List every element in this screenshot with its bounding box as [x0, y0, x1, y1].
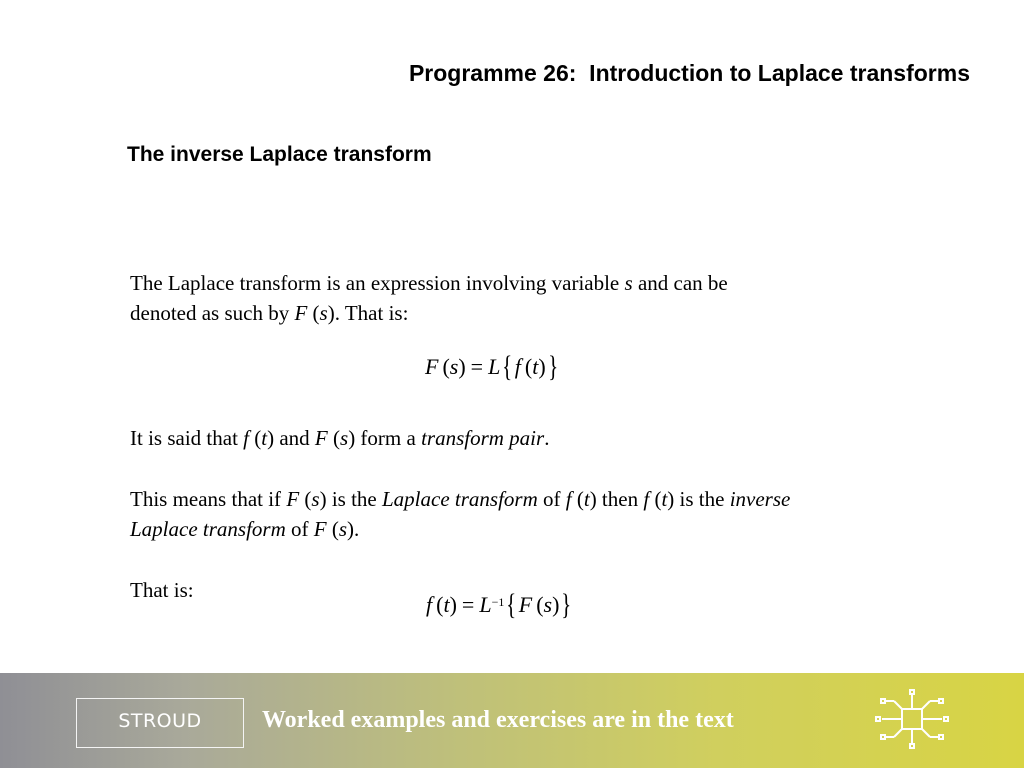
eq-symbol: F — [518, 592, 533, 617]
paragraph-definition — [130, 268, 950, 328]
eq-symbol: = — [470, 354, 484, 379]
math-var: f — [243, 426, 249, 450]
text-run: ( — [571, 487, 584, 511]
text-run: ( — [299, 487, 312, 511]
text-run: ( — [327, 426, 340, 450]
eq-symbol: t — [443, 592, 450, 617]
math-var: f — [565, 487, 572, 511]
section-title: The inverse Laplace transform — [127, 143, 432, 166]
math-var: t — [261, 426, 268, 450]
eq-symbol: ) — [552, 592, 560, 617]
network-node — [939, 699, 943, 703]
math-var: F — [294, 301, 308, 325]
footer-bar — [0, 673, 1024, 768]
text-run: ) form a — [348, 426, 422, 450]
paragraph-transform-pair — [130, 423, 950, 453]
eq-symbol: s — [543, 592, 553, 617]
text-run: The Laplace transform is an expression involving variable — [130, 271, 625, 295]
network-node — [881, 699, 885, 703]
footer-caption: Worked examples and exercises are in the text — [262, 707, 734, 733]
stroud-brand-label: STROUD — [118, 710, 202, 732]
math-var: s — [319, 301, 328, 325]
text-run: This means that if — [130, 487, 287, 511]
equation-inverse-laplace — [426, 590, 574, 620]
network-node — [910, 690, 914, 694]
text-run: ) is the — [319, 487, 382, 511]
math-var: s — [311, 487, 320, 511]
eq-symbol: ) — [458, 354, 466, 379]
network-node — [910, 744, 914, 748]
text-run: . — [544, 426, 550, 450]
eq-symbol: ( — [442, 354, 450, 379]
eq-symbol: = — [461, 592, 475, 617]
eq-symbol: f — [514, 354, 521, 379]
text-run: That is: — [130, 578, 194, 602]
eq-symbol: L — [488, 354, 501, 379]
eq-symbol: ( — [536, 592, 544, 617]
network-node — [881, 735, 885, 739]
math-var: F — [286, 487, 300, 511]
equation-laplace-transform — [425, 352, 560, 382]
math-var: f — [643, 487, 650, 511]
math-var: s — [624, 271, 633, 295]
math-var: s — [340, 426, 349, 450]
text-run: ). — [347, 517, 360, 541]
text-run: ) then — [589, 487, 644, 511]
text-run: of — [285, 517, 314, 541]
eq-superscript: −1 — [491, 594, 505, 609]
math-var: F — [313, 517, 327, 541]
math-var: t — [583, 487, 590, 511]
math-var: t — [661, 487, 668, 511]
eq-symbol: ( — [524, 354, 533, 379]
network-node — [876, 717, 880, 721]
text-run: of — [537, 487, 566, 511]
network-link — [922, 729, 930, 737]
text-run: and can be — [632, 271, 728, 295]
text-run: ( — [249, 426, 262, 450]
text-run: ) is the — [667, 487, 730, 511]
eq-symbol: ( — [436, 592, 444, 617]
text-run: ) and — [267, 426, 315, 450]
text-run: denoted as such by — [130, 301, 295, 325]
eq-symbol: f — [426, 592, 433, 617]
eq-symbol: t — [532, 354, 539, 379]
text-run: It is said that — [130, 426, 244, 450]
network-node — [944, 717, 948, 721]
eq-symbol: L — [479, 592, 492, 617]
text-run: ( — [649, 487, 662, 511]
network-link — [922, 701, 930, 709]
eq-brace: } — [561, 588, 572, 621]
math-var: F — [314, 426, 328, 450]
network-link — [894, 729, 902, 737]
network-link — [894, 701, 902, 709]
text-run: ( — [326, 517, 339, 541]
eq-brace: } — [547, 350, 558, 383]
emphasis: transform pair — [421, 426, 545, 450]
network-icon — [872, 688, 952, 750]
math-var: s — [338, 517, 348, 541]
emphasis: Laplace transform — [130, 517, 286, 541]
network-node — [939, 735, 943, 739]
eq-symbol: F — [425, 354, 439, 379]
eq-brace: { — [502, 350, 513, 383]
emphasis: inverse — [729, 487, 791, 511]
eq-symbol: ) — [538, 354, 546, 379]
programme-title: Programme 26: Introduction to Laplace transforms — [408, 60, 970, 86]
text-run: ). That is: — [327, 301, 409, 325]
eq-brace: { — [506, 588, 517, 621]
network-hub — [902, 709, 922, 729]
eq-symbol: s — [449, 354, 459, 379]
emphasis: Laplace transform — [381, 487, 538, 511]
text-run: ( — [307, 301, 320, 325]
stroud-brand-box — [76, 698, 244, 748]
eq-symbol: ) — [449, 592, 457, 617]
paragraph-inverse-meaning — [130, 484, 950, 544]
